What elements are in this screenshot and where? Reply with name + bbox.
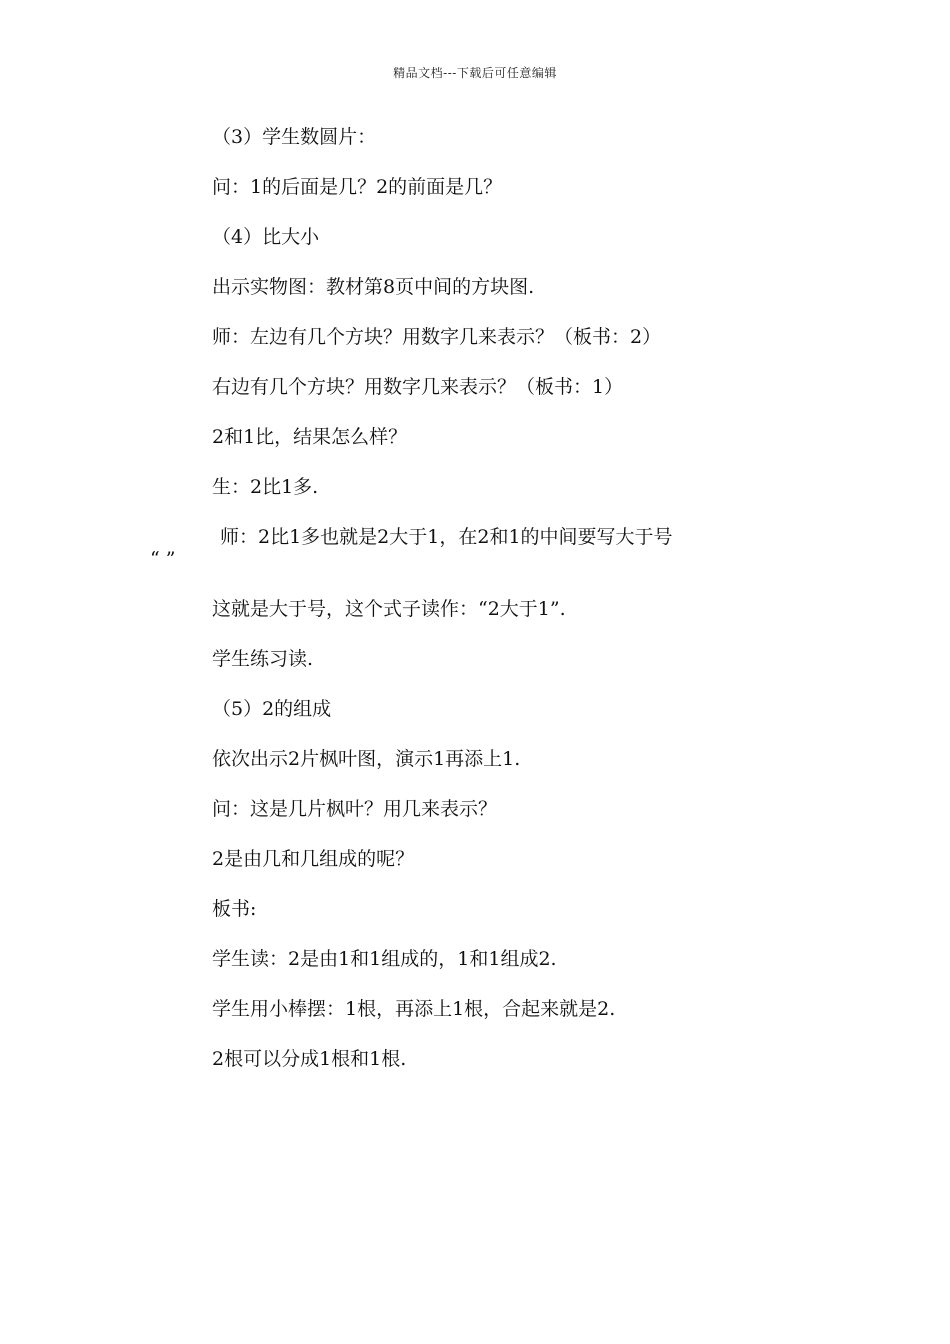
text-line-10: 这就是大于号，这个式子读作：“2大于1”. [212,598,566,620]
text-line-12: （5）2的组成 [212,698,332,720]
text-line-19: 2根可以分成1根和1根. [212,1048,407,1070]
text-line-17: 学生读：2是由1和1组成的，1和1组成2. [212,948,557,970]
quote-marks: “ ” [150,548,176,570]
text-line-6: 右边有几个方块？用数字几来表示？（板书：1） [212,376,624,398]
text-line-8: 生：2比1多. [212,476,319,498]
text-line-18: 学生用小棒摆：1根，再添上1根，合起来就是2. [212,998,616,1020]
text-line-2: 问：1的后面是几？2的前面是几？ [212,176,503,198]
text-line-7: 2和1比，结果怎么样？ [212,426,408,448]
text-line-15: 2是由几和几组成的呢？ [212,848,415,870]
page-header: 精品文档---下载后可任意编辑 [393,66,557,80]
text-line-13: 依次出示2片枫叶图，演示1再添上1. [212,748,521,770]
text-line-3: （4）比大小 [212,226,320,248]
text-line-16: 板书: [212,898,257,920]
text-line-5: 师：左边有几个方块？用数字几来表示？（板书：2） [212,326,662,348]
text-line-9: 师：2比1多也就是2大于1，在2和1的中间要写大于号 [220,526,673,548]
text-line-4: 出示实物图：教材第8页中间的方块图. [212,276,535,298]
text-line-1: （3）学生数圆片： [212,126,377,148]
text-line-11: 学生练习读. [212,648,314,670]
text-line-14: 问：这是几片枫叶？用几来表示？ [212,798,498,820]
